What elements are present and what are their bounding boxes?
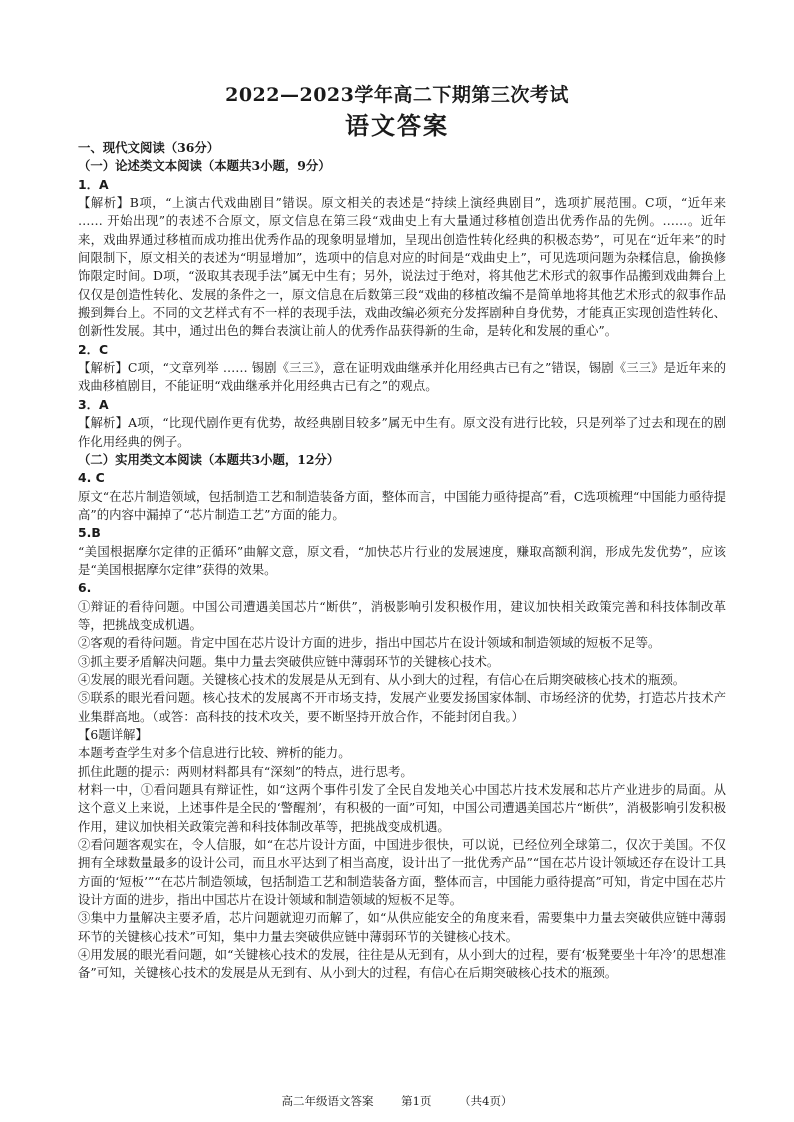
answer-paragraph: 本题考查学生对多个信息进行比较、辨析的能力。 [78, 745, 351, 761]
answer-paragraph: ③抓主要矛盾解决问题。集中力量去突破供应链中薄弱环节的关键核心技术。 [78, 653, 500, 669]
page-footer [0, 1093, 794, 1109]
section-heading: （二）实用类文本阅读（本题共3小题，12分） [78, 451, 340, 467]
question-number: 6. [78, 580, 92, 596]
answer-paragraph: 抓住此题的提示：两则材料都具有“深刻”的特点，进行思考。 [78, 763, 413, 779]
answer-paragraph: 材料一中，①看问题具有辩证性，如“这两个事件引发了全民自发地关心中国芯片技术发展和芯片产业进步的局面。从这个意义上来说，上述事件是全民的‘警醒剂’，有积极的一面”可知，中国公司遭遇美国芯片“断供”，消极影响引发积极作用，建议加快相关政策完善和科技体制改革等，把挑战变成机遇。 [78, 782, 726, 834]
question-number: 1．A [78, 176, 109, 192]
answer-paragraph: ①辩证的看待问题。中国公司遭遇美国芯片“断供”，消极影响引发积极作用，建议加快相关政策完善和科技体制改革等，把挑战变成机遇。 [78, 598, 726, 632]
answer-paragraph: ④用发展的眼光看问题，如“关键核心技术的发展，往往是从无到有，从小到大的过程，要有‘板凳要坐十年冷’的思想准备”可知，关键核心技术的发展是从无到有、从小到大的过程，有信心在后期突破核心技术的瓶颈。 [78, 947, 726, 981]
footer-label: 高二年级语文答案 [281, 1094, 374, 1108]
section-heading: 一、现代文阅读（36分） [78, 140, 220, 155]
page-number: 第1页 [401, 1094, 432, 1108]
section-heading: （一）论述类文本阅读（本题共3小题，9分） [78, 158, 331, 174]
answer-paragraph: ②客观的看待问题。肯定中国在芯片设计方面的进步，指出中国芯片在设计领域和制造领域的短板不足等。 [78, 635, 661, 651]
answer-paragraph: 【解析】A项，“比现代剧作更有优势，故经典剧目较多”属无中生有。原文没有进行比较，只是列举了过去和现在的剧作化用经典的例子。 [78, 415, 726, 449]
answer-paragraph: 【6题详解】 [78, 727, 148, 742]
question-number: 4. C [78, 470, 105, 486]
answer-key-title: 语文答案 [345, 111, 449, 140]
page-total: （共4页） [459, 1094, 513, 1108]
question-number: 2．C [78, 341, 109, 357]
question-number: 3．A [78, 396, 109, 412]
answer-paragraph: ⑤联系的眼光看问题。核心技术的发展离不开市场支持，发展产业要发扬国家体制、市场经济的优势，打造芯片技术产业集群高地。（或答：高科技的技术攻关，要不断坚持开放合作，不能封闭自我。） [78, 690, 726, 724]
answer-paragraph: ②看问题客观实在，令人信服，如“在芯片设计方面，中国进步很快，可以说，已经位列全球第二，仅次于美国。不仅拥有全球数量最多的设计公司，而且水平达到了相当高度，设计出了一批优秀产品”“国在芯片设计领域还存在设计工具方面的‘短板’”“在芯片制造领域，包括制造工艺和制造装备方面，整体而言，中国能力亟待提高”可知，肯定中国在芯片设计方面的进步，指出中国芯片在设计领域和制造领域的短板不足等。 [78, 837, 726, 908]
question-number: 5.B [78, 525, 101, 541]
answer-paragraph: “美国根据摩尔定律的正循环”曲解文意，原文看，“加快芯片行业的发展速度，赚取高额利润，形成先发优势”，应该是“美国根据摩尔定律”获得的效果。 [78, 543, 726, 577]
answer-paragraph: ④发展的眼光看问题。关键核心技术的发展是从无到有、从小到大的过程，有信心在后期突破核心技术的瓶颈。 [78, 671, 686, 687]
answer-paragraph: 【解析】B项，“上演古代戏曲剧目”错误。原文相关的表述是“持续上演经典剧目”，选项扩展范围。C项，“近年来 …… 开始出现”的表述不合原文，原文信息在第三段“戏曲史上有大量通过移植创造出优秀作品的先例。……。近年来，戏曲界通过移植而成功推出优秀作品的现象明显增加，呈现出创造性转化经典的积极态势”，可见在“近年来”的时间限制下，原文相关的表述为“明显增加”，选项中的信息对应的时间是“戏曲史上”，可见选项问题为杂糅信息，偷换修饰限定时间。D项，“汲取其表现手法”属无中生有；另外，说法过于绝对，将其他艺术形式的叙事作品搬到戏曲舞台上仅仅是创造性转化、发展的条件之一，原文信息在后数第三段“戏曲的移植改编不是简单地将其他艺术形式的叙事作品搬到舞台上。不同的文艺样式有不一样的表现手法，戏曲改编必须充分发挥剧种自身优势，才能真正实现创造性转化、创新性发展。其中，通过出色的舞台表演让前人的优秀作品获得新的生命，是转化和发展的重心”。 [78, 195, 726, 339]
answer-paragraph: 【解析】C项，“文章列举 …… 锡剧《三三》，意在证明戏曲继承并化用经典古已有之”错误，锡剧《三三》是近年来的戏曲移植剧目，不能证明“戏曲继承并化用经典古已有之”的观点。 [78, 360, 726, 394]
answer-paragraph: 原文“在芯片制造领域，包括制造工艺和制造装备方面，整体而言，中国能力亟待提高”看，C选项梳理“中国能力亟待提高”的内容中漏掉了“芯片制造工艺”方面的能力。 [78, 488, 727, 522]
answer-paragraph: ③集中力量解决主要矛盾，芯片问题就迎刃而解了，如“从供应能安全的角度来看，需要集中力量去突破供应链中薄弱环节的关键核心技术”可知，集中力量去突破供应链中薄弱环节的关键核心技术。 [78, 910, 726, 944]
exam-title: 2022—2023学年高二下期第三次考试 [225, 84, 569, 106]
answer-content [78, 139, 726, 983]
